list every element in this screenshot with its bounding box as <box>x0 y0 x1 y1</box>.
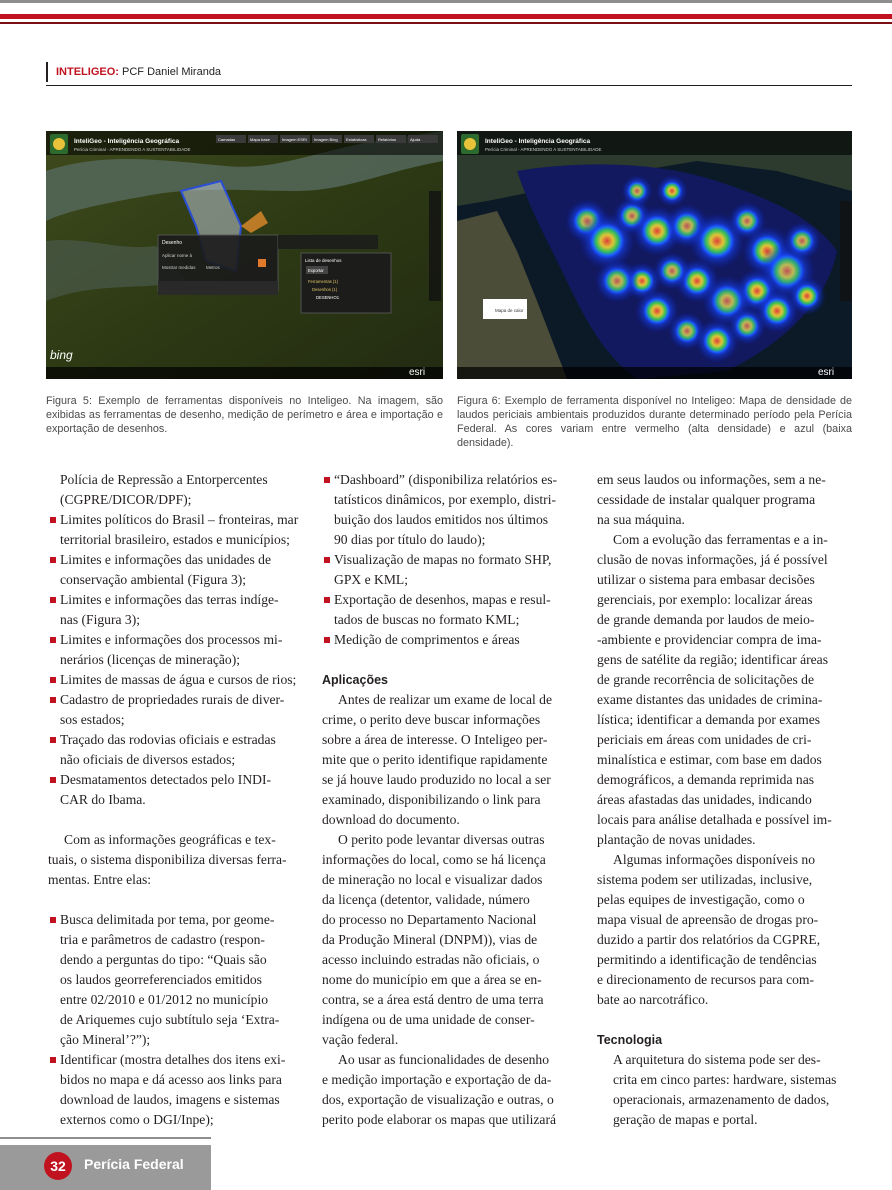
line: Limites e informações das terras indíge- <box>60 592 279 607</box>
line: clusão de novas informações, já é possível <box>597 552 828 567</box>
line: Ao usar as funcionalidades de desenho <box>338 1052 550 1067</box>
line: GPX e KML; <box>334 572 409 587</box>
paragraph <box>597 1050 851 1130</box>
line: de grande demanda por laudos de meio- <box>597 612 815 627</box>
line: Busca delimitada por tema, por geome- <box>60 912 275 927</box>
figure-5-bing-logo: bing <box>50 348 73 362</box>
line: permitindo a identificação de tendências <box>597 952 817 967</box>
line: Antes de realizar um exame de local de <box>338 692 552 707</box>
figure-6-app-title: InteliGeo - Inteligência Geográfica <box>485 138 591 145</box>
bullet-square <box>50 1057 56 1063</box>
line: locais para análise detalhada e possível im- <box>597 812 832 827</box>
line: acesso incluindo estradas não oficiais, o <box>322 952 540 967</box>
map-button-label: Estatísticas <box>346 137 367 142</box>
magazine-section: INTELIGEO: <box>56 66 119 78</box>
line: tria e parâmetros de cadastro (respon- <box>60 932 265 947</box>
line: bate ao narcotráfico. <box>597 992 709 1007</box>
author: PCF Daniel Miranda <box>122 66 222 78</box>
line: da Produção Mineral (DNPM)), vias de <box>322 932 538 947</box>
line: Cadastro de propriedades rurais de diver- <box>60 692 285 707</box>
line: mite que o perito identifique rapidamente <box>322 752 548 767</box>
bullet-square <box>50 737 56 743</box>
list-item <box>48 550 300 570</box>
line: cessidade de instalar qualquer programa <box>597 492 816 507</box>
paragraphs <box>597 470 851 1010</box>
line: de grande recorrência de solicitações de <box>597 672 815 687</box>
list-item <box>322 630 576 650</box>
top-rule-dark-red <box>0 22 892 24</box>
page-number: 32 <box>44 1152 72 1180</box>
list-item <box>48 630 300 650</box>
line: minalística e estimar, com base em dados <box>597 752 822 767</box>
column-1 <box>48 470 300 1130</box>
line: mapa visual de apreensão de drogas pro- <box>597 912 819 927</box>
figure-5-app-subtitle: Perícia Criminal - APRENDENDO A SUSTENTABILIDADE <box>74 147 191 152</box>
map-button-label: Camadas <box>218 137 236 142</box>
line: CAR do Ibama. <box>60 792 146 807</box>
line: áreas afastadas das unidades, indicando <box>597 792 812 807</box>
line: Limites políticos do Brasil – fronteiras, mar <box>60 512 299 527</box>
top-rule-gray <box>0 0 892 3</box>
list-item <box>322 550 576 570</box>
line: bidos no mapa e dá acesso aos links para <box>60 1072 282 1087</box>
list-item <box>48 730 300 750</box>
line: Medição de comprimentos e áreas <box>334 632 520 647</box>
figure-5-screenshot <box>46 131 443 379</box>
list <box>48 470 300 810</box>
line: e medição importação e exportação de da- <box>322 1072 552 1087</box>
line: nome do município em que a área se en- <box>322 972 542 987</box>
line: O perito pode levantar diversas outras <box>338 832 545 847</box>
line: Identificar (mostra detalhes dos itens exi- <box>60 1052 286 1067</box>
bullet-square <box>50 637 56 643</box>
line: gerenciais, por exemplo: localizar áreas <box>597 592 813 607</box>
figure-6-map <box>457 131 852 379</box>
line: nas (Figura 3); <box>60 612 141 627</box>
figure-6-app-subtitle: Perícia Criminal - APRENDENDO A SUSTENTABILIDADE <box>485 147 602 152</box>
figure-6-screenshot <box>457 131 852 379</box>
line: demográficos, a demanda reprimida nas <box>597 772 815 787</box>
line: vação federal. <box>322 1032 399 1047</box>
line: não oficiais de diversos estados; <box>60 752 236 767</box>
bullet-square <box>324 477 330 483</box>
line: perito pode elaborar os mapas que utilizará <box>322 1112 557 1127</box>
line: pelas equipes de investigação, como o <box>597 892 805 907</box>
line: se já houve laudo produzido no local a ser <box>322 772 551 787</box>
spacer <box>597 1010 851 1030</box>
list-item <box>48 510 300 530</box>
line: Limites e informações dos processos mi- <box>60 632 283 647</box>
bullet-square <box>50 917 56 923</box>
line: Algumas informações disponíveis no <box>613 852 815 867</box>
line: periciais em áreas com unidades de cri- <box>597 732 812 747</box>
line: os laudos georreferenciados emitidos <box>60 972 262 987</box>
line: crime, o perito deve buscar informações <box>322 712 541 727</box>
list-item <box>48 690 300 710</box>
list <box>48 910 300 1130</box>
line: de mineração no local e visualizar dados <box>322 872 543 887</box>
figure-6-popup: Mapa de calor <box>495 308 524 313</box>
line: tatísticos dinâmicos, por exemplo, distri- <box>334 492 556 507</box>
line: “Dashboard” (disponibiliza relatórios es- <box>334 472 558 487</box>
heat-spot <box>735 314 759 338</box>
map-button-label: Mapa base <box>250 137 270 142</box>
line: tuais, o sistema disponibiliza diversas ferra- <box>48 852 287 867</box>
list-item <box>48 470 300 490</box>
line: -ambiente e providenciar compra de ima- <box>597 632 822 647</box>
bullet-square <box>324 557 330 563</box>
figure-5-panel1-unit: Metros <box>206 265 220 270</box>
list-item <box>48 1050 300 1070</box>
figure-5-panel1-title: Desenho <box>162 240 183 246</box>
figure-5-panel2-title: Lista de desenhos <box>305 258 342 263</box>
line: utilizar o sistema para embasar decisões <box>597 572 815 587</box>
bullet-square <box>324 637 330 643</box>
line: sistema podem ser utilizadas, inclusive, <box>597 872 813 887</box>
spacer <box>48 810 300 830</box>
figure-5-panel2-item: Desenhos (1) <box>312 287 338 292</box>
figure-5-panel2-button: Exportar <box>308 268 324 273</box>
line: Com as informações geográficas e tex- <box>64 832 276 847</box>
map-button-label: Imagem ESRI <box>282 137 307 142</box>
line: lística; identificar a demanda por exames <box>597 712 821 727</box>
line: contra, se a área está dentro de uma terra <box>322 992 544 1007</box>
footer-title: Perícia Federal <box>84 1156 184 1172</box>
line: geração de mapas e portal. <box>613 1112 758 1127</box>
line: 90 dias por título do laudo); <box>334 532 486 547</box>
line: A arquitetura do sistema pode ser des- <box>613 1052 821 1067</box>
column-3 <box>597 470 851 1130</box>
line: operacionais, armazenamento de dados, <box>613 1092 830 1107</box>
line: conservação ambiental (Figura 3); <box>60 572 247 587</box>
line: Limites de massas de água e cursos de rios; <box>60 672 297 687</box>
line: dendo a perguntas do tipo: “Quais são <box>60 952 267 967</box>
bullet-square <box>50 597 56 603</box>
heading-tecnologia: Tecnologia <box>597 1033 663 1047</box>
line: (CGPRE/DICOR/DPF); <box>60 492 192 507</box>
spacer <box>322 650 576 670</box>
figure-5-panel1-label: Aplicar nome à <box>162 253 193 258</box>
header-rule <box>46 85 852 86</box>
list-item <box>48 590 300 610</box>
heat-spot <box>763 297 791 325</box>
footer-rule <box>0 1137 211 1139</box>
heat-spot <box>660 259 684 283</box>
line: externos como o DGI/Inpe); <box>60 1112 214 1127</box>
list-item <box>48 770 300 790</box>
figure-5-panel2-item: DESENHO1 <box>316 295 340 300</box>
line: Desmatamentos detectados pelo INDI- <box>60 772 272 787</box>
figure-5-app-title: InteliGeo - Inteligência Geográfica <box>74 138 180 145</box>
bullet-square <box>50 557 56 563</box>
line: duzido a partir dos relatórios da CGPRE, <box>597 932 821 947</box>
list-item <box>322 590 576 610</box>
line: da licença (detentor, validade, número <box>322 892 530 907</box>
paragraphs <box>322 690 576 1130</box>
line: plantação de novas unidades. <box>597 832 756 847</box>
line: e direcionamento de recursos para com- <box>597 972 815 987</box>
heat-spot <box>703 327 731 355</box>
map-button-label: Ajuda <box>410 137 421 142</box>
line: Traçado das rodovias oficiais e estradas <box>60 732 276 747</box>
heading-aplicacoes: Aplicações <box>322 673 389 687</box>
line: Limites e informações das unidades de <box>60 552 272 567</box>
list-item <box>48 910 300 930</box>
line: tados de buscas no formato KML; <box>334 612 520 627</box>
line: ção Mineral’?”); <box>60 1032 151 1047</box>
line: na sua máquina. <box>597 512 685 527</box>
line: exame distantes das unidades de crimina- <box>597 692 823 707</box>
bullet-square <box>50 677 56 683</box>
figure-5-map <box>46 131 443 379</box>
line: crita em cinco partes: hardware, sistemas <box>613 1072 837 1087</box>
figure-6-caption: Figura 6: Exemplo de ferramenta disponível no Inteligeo: Mapa de densidade de laudos periciais ambientais produzidos durante determinado período pela Perícia Federal. As cores variam entre vermelho (alta densidade) e azul (baixa densidade). <box>457 395 852 449</box>
bullet-square <box>50 697 56 703</box>
line: nerários (licenças de mineração); <box>60 652 241 667</box>
line: Polícia de Repressão a Entorpercentes <box>60 472 268 487</box>
list-item <box>48 670 300 690</box>
map-button-label: Imagem Bing <box>314 137 338 142</box>
line: buição dos laudos emitidos nos últimos <box>334 512 549 527</box>
line: Com a evolução das ferramentas e a in- <box>613 532 828 547</box>
figure-6-esri-logo: esri <box>818 367 835 378</box>
line: entre 02/2010 e 01/2012 no município <box>60 992 269 1007</box>
figure-5-panel1-check: Mostrar medidas <box>162 265 196 270</box>
line: territorial brasileiro, estados e municípios; <box>60 532 290 547</box>
line: do processo no Departamento Nacional <box>322 912 537 927</box>
spacer <box>48 890 300 910</box>
line: mentas. Entre elas: <box>48 872 152 887</box>
bullet-square <box>324 597 330 603</box>
line: download do documento. <box>322 812 460 827</box>
heat-spot <box>662 181 682 201</box>
column-2 <box>322 470 576 1130</box>
line: download de laudos, imagens e sistemas <box>60 1092 280 1107</box>
line: informações do local, como se há licença <box>322 852 546 867</box>
bullet-square <box>50 517 56 523</box>
bullet-square <box>50 777 56 783</box>
line: de Ariquemes cujo subtítulo seja ‘Extra- <box>60 1012 280 1027</box>
heat-spot <box>603 267 631 295</box>
line: dos, exportação de visualização e outras, o <box>322 1092 554 1107</box>
map-button-label: Relatórios <box>378 137 397 142</box>
line: em seus laudos ou informações, sem a ne- <box>597 472 826 487</box>
heat-spot <box>627 181 647 201</box>
line: sobre a área de interesse. O Inteligeo per- <box>322 732 548 747</box>
figure-5-esri-logo: esri <box>409 367 426 378</box>
line: indígena ou de uma unidade de conser- <box>322 1012 535 1027</box>
line: gens de satélite da região; identificar áreas <box>597 652 828 667</box>
heat-spot <box>795 284 819 308</box>
running-header <box>46 62 221 82</box>
heat-spot <box>643 297 671 325</box>
figure-5-panel2-item: Ferramentas (1) <box>308 279 339 284</box>
line: examinado, disponibilizando o link para <box>322 792 541 807</box>
figure-5-caption: Figura 5: Exemplo de ferramentas disponíveis no Inteligeo. Na imagem, são exibidas as ferramentas de desenho, medição de perímetro e área e importação e exportação de desenhos. <box>46 395 443 435</box>
line: Visualização de mapas no formato SHP, <box>334 552 552 567</box>
line: Exportação de desenhos, mapas e resul- <box>334 592 551 607</box>
list <box>322 470 576 650</box>
top-rule-red <box>0 14 892 19</box>
line: sos estados; <box>60 712 125 727</box>
intro-paragraph <box>48 830 300 890</box>
heat-spot <box>790 229 814 253</box>
list-item <box>322 470 576 490</box>
